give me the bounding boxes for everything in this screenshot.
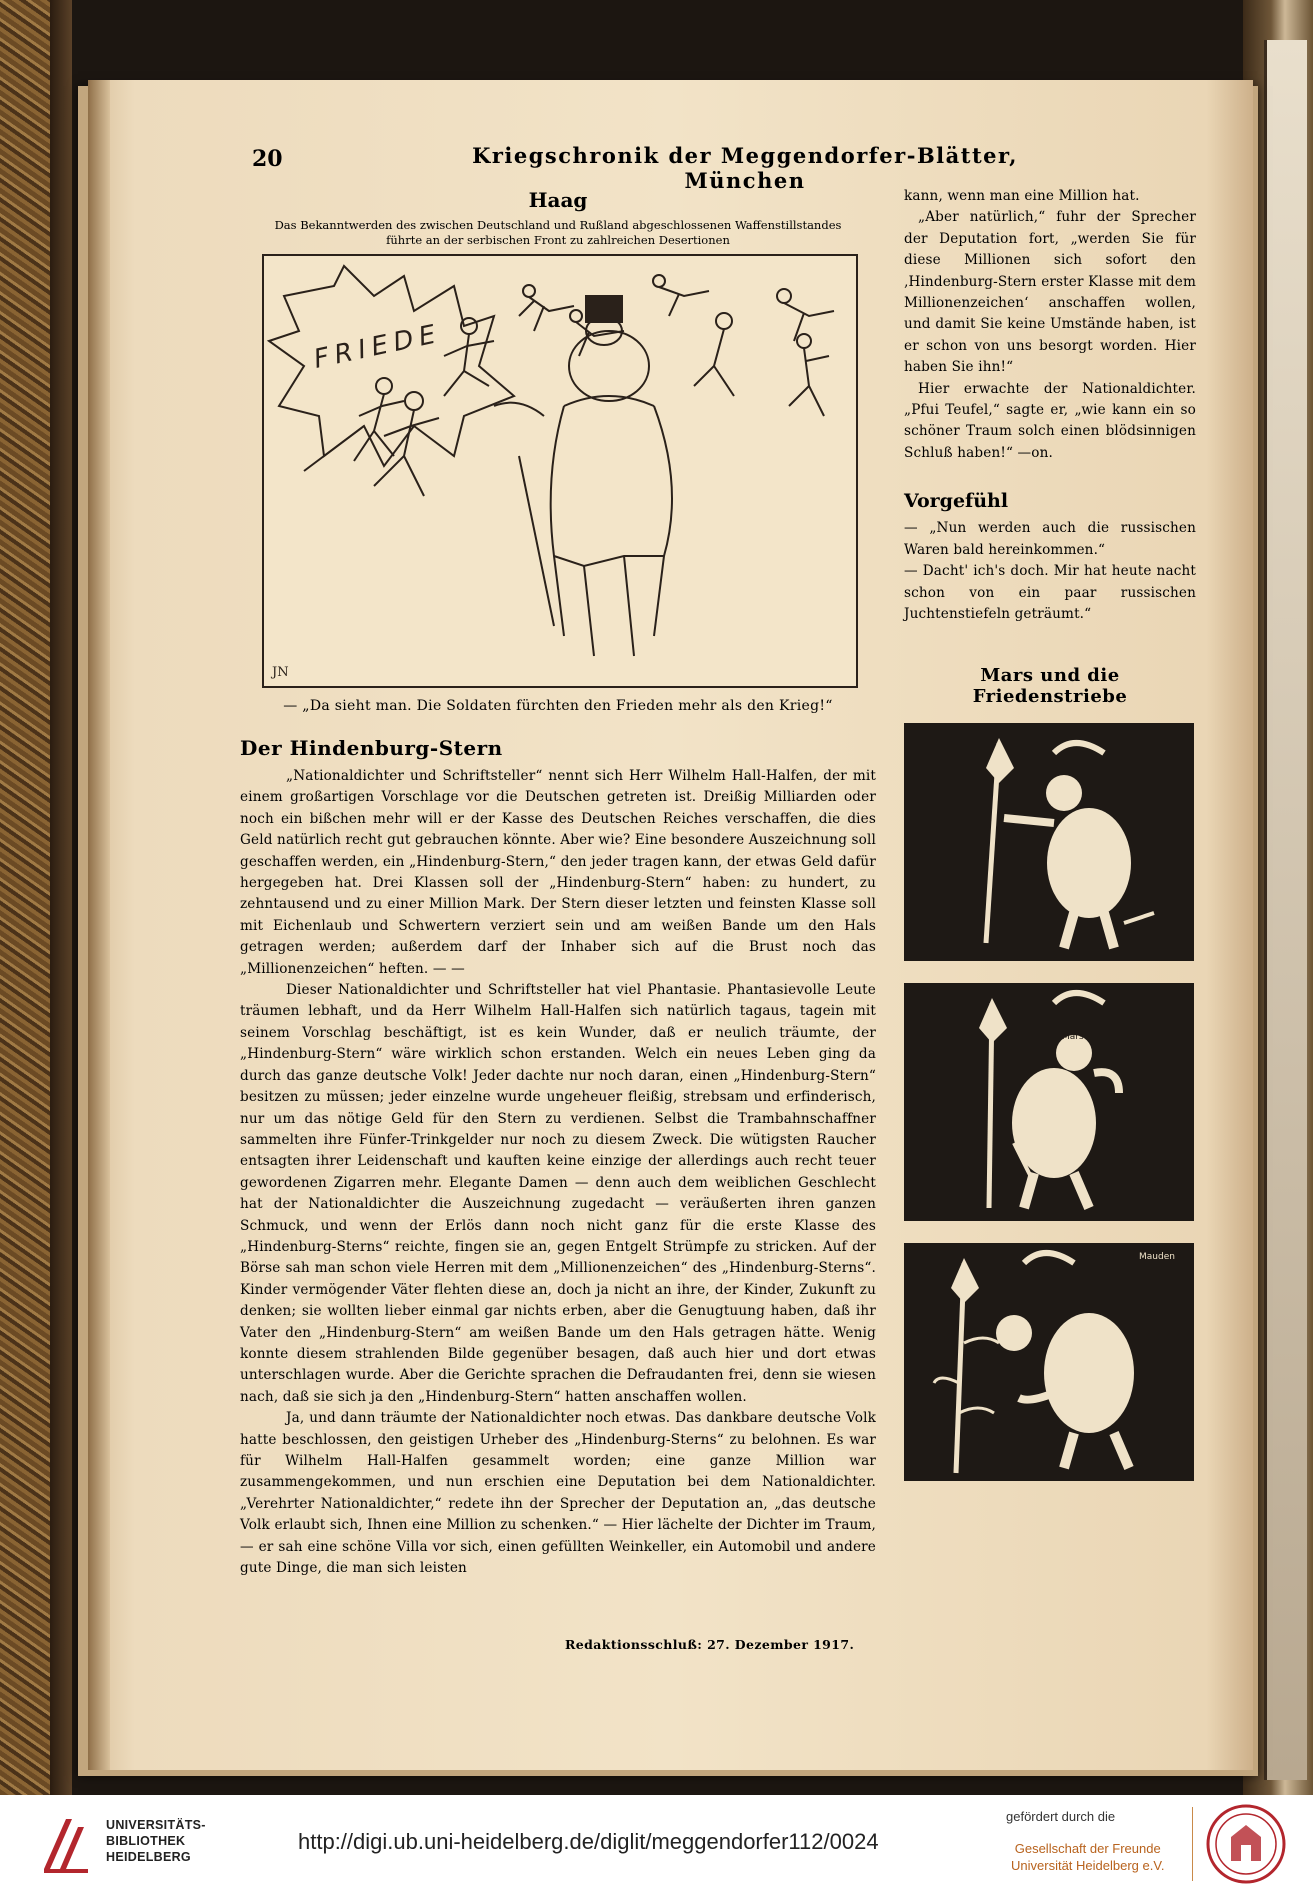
page-gutter: [88, 80, 110, 1770]
continuation-paragraph: kann, wenn man eine Million hat.: [904, 188, 1140, 204]
cartoon-subtitle-line1: Das Bekanntwerden des zwischen Deutschland und Rußland abgeschlossenen Waffenstillstandes: [274, 218, 842, 232]
continuation-paragraph: Hier erwachte der Nationaldichter. „Pfui Teufel,“ sagte er, „wie kann ein so schöner Traum solch einen blödsinnigen Schluß haben!“ —on.: [904, 380, 1196, 461]
university-seal-icon: [1205, 1803, 1287, 1885]
cartoon-illustration: [262, 254, 858, 688]
mars-woodcut-3: [904, 1243, 1194, 1481]
explosion-burst: [269, 266, 514, 466]
article-body: [240, 766, 876, 1579]
library-name: [106, 1817, 206, 1865]
article-heading: Der Hindenburg-Stern: [240, 736, 503, 760]
mars-helmet-label: Mars: [1062, 1032, 1084, 1043]
editorial-deadline: Redaktionsschluß: 27. Dezember 1917.: [565, 1637, 855, 1652]
cartoon-signature: JN: [272, 665, 289, 680]
article-paragraph: Ja, und dann träumte der Nationaldichter noch etwas. Das dankbare deutsche Volk hatte beschlossen, den geistigen Urheber des „Hindenburg-Sterns“ zu belohnen. Es war für Wilhelm Hall-Halfen gesammelt worden; eine ganze Million war zusammengekommen, und nun erschien eine Deputation bei dem Nationaldichter. „Verehrter Nationaldichter,“ redete ihn der Sprecher der Deputation an, „das deutsche Volk erlaubt sich, Ihnen eine Million zu schenken.“ — Hier lächelte der Dichter im Traum, — er sah eine schöne Villa vor sich, einen gefüllten Weinkeller, ein Automobil und andere gute Dinge, die man sich leisten: [240, 1410, 876, 1577]
mars-woodcut-1: [904, 723, 1194, 961]
university-library-logo-icon: [38, 1813, 96, 1875]
artist-signature: Mauden: [1139, 1252, 1175, 1263]
adjacent-book-page: [1264, 40, 1307, 1780]
article-paragraph: Dieser Nationaldichter und Schriftsteller hat viel Phantasie. Phantasievolle Leute träumen lebhaft, und da Herr Wilhelm Hall-Halfen sich natürlich tagaus, tagein mit seinem Vorschlag beschäftigt, ist es kein Wunder, daß er neulich träumte, der „Hindenburg-Stern“ wäre wirklich schon erstanden. Welch ein neues Leben ging da durch das ganze deutsche Volk! Jeder dachte nur noch daran, einen „Hindenburg-Stern“ besitzen zu müssen; jeder einzelne wurde ungeheuer fleißig, strebsam und erfinderisch, nur um das nötige Geld für den Stern zu verdienen. Selbst die Trambahnschaffner sammelten ihre Fünfer-Trinkgelder nur noch zu diesem Zweck. Die wütigsten Raucher entsagten ihrer Leidenschaft und kauften keine einzige der allerdings auch recht teuer gewordenen Zigarren mehr. Elegante Damen — denn auch dem weiblichen Geschlecht hat der Nationaldichter die Auszeichnung zugedacht — veräußerten ihren ganzen Schmuck, und wenn der Erlös dann noch nicht ganz für die erste Klasse des „Hindenburg-Sterns“ reichte, fingen sie an, gegen Entgelt Strümpfe zu stricken. Auf der Börse sah man schon viele Herren mit dem „Millionenzeichen“ des „Hindenburg-Sterns“. Kinder vermögender Väter flehten diese an, doch ja nicht an ihre, der Kinder, Zukunft zu denken; sie wollten lieber einmal gar nichts erben, aber die Genugtuung haben, daß ihr Vater den „Hindenburg-Stern“ am weißen Bande um den Hals getragen hätte. Wenig konnte diesem strahlenden Bilde gegenüber besagen, daß auch hier und dort etwas unterschlagen wurde. Aber die Gerichte sprachen die Defraudanten frei, denn sie wiesen nach, daß sie sich ja den „Hindenburg-Stern“ hatten anschaffen wollen.: [240, 982, 876, 1405]
society-name-line1: Gesellschaft der Freunde: [1014, 1841, 1161, 1856]
cartoon-title: Haag: [528, 188, 588, 212]
cartoon-subtitle: [240, 218, 876, 248]
footer-divider: [1192, 1807, 1193, 1881]
continuation-paragraph: „Aber natürlich,“ fuhr der Sprecher der Deputation fort, „werden Sie für diese Millionen sich sofort den ‚Hindenburg-Stern erster Klasse mit dem Millionenzeichen‘ anschaffen wollen, und damit Sie keine Umstände haben, ist er schon von uns besorgt worden. Hier haben Sie ihn!“: [904, 209, 1196, 376]
library-name-line1: UNIVERSITÄTS-: [106, 1818, 206, 1832]
cartoon-subtitle-line2: führte an der serbischen Front zu zahlreichen Desertionen: [386, 233, 730, 247]
cartoon-caption: — „Da sieht man. Die Soldaten fürchten den Frieden mehr als den Krieg!“: [283, 698, 833, 714]
library-name-line2: BIBLIOTHEK: [106, 1834, 186, 1848]
mars-figure-2: [904, 983, 1194, 1221]
society-name-line2: Universität Heidelberg e.V.: [1011, 1858, 1165, 1873]
society-name: [1011, 1840, 1164, 1874]
vorgefuehl-line: — Dacht' ich's doch. Mir hat heute nacht schon von ein paar russischen Juchtenstiefeln geträumt.“: [904, 563, 1196, 622]
article-continuation: [904, 186, 1196, 464]
book-binding-left: [0, 0, 72, 1795]
mars-figure-1: [904, 723, 1194, 961]
vorgefuehl-heading: Vorgefühl: [904, 490, 1009, 513]
friede-word: FRIEDE: [311, 318, 445, 375]
mars-heading: Mars und die Friedenstriebe: [972, 665, 1128, 708]
left-column: [240, 180, 876, 1579]
vorgefuehl-body: [904, 518, 1196, 625]
cartoon-drawing: [264, 256, 856, 686]
mars-figure-3: [904, 1243, 1194, 1481]
library-name-line3: HEIDELBERG: [106, 1850, 191, 1864]
funded-by-text: gefördert durch die: [1006, 1809, 1116, 1824]
article-paragraph: „Nationaldichter und Schriftsteller“ nennt sich Herr Wilhelm Hall-Halfen, der mit einem großartigen Vorschlage vor die Deutschen getreten ist. Dreißig Milliarden oder noch ein bißchen mehr will er der Kasse des Deutschen Reiches verschaffen, die dies Geld natürlich recht gut gebrauchen könnte. Aber wie? Eine besondere Auszeichnung soll geschaffen werden, ein „Hindenburg-Stern,“ den jeder tragen kann, der etwas Geld dafür hergegeben hat. Drei Klassen soll der „Hindenburg-Stern“ haben: zu hundert, zu zehntausend und zu einer Million Mark. Der Stern dieser letzten und feinsten Klasse soll mit Eichenlaub und Schwertern verziert sein und am weißen Bande um den Hals getragen werden; außerdem darf der Inhaber sich auf die Brust noch das „Millionenzeichen“ heften. — —: [240, 768, 876, 977]
document-url-link[interactable]: http://digi.ub.uni-heidelberg.de/diglit/meggendorfer112/0024: [298, 1829, 879, 1854]
vorgefuehl-line: — „Nun werden auch die russischen Waren bald hereinkommen.“: [904, 520, 1196, 558]
page-number: 20: [252, 146, 283, 172]
officer-figure: [494, 296, 672, 656]
right-column: [904, 180, 1196, 1481]
mars-woodcut-2: [904, 983, 1194, 1221]
library-footer: [0, 1795, 1313, 1891]
running-header: Kriegschronik der Meggendorfer-Blätter, München: [472, 143, 1018, 193]
